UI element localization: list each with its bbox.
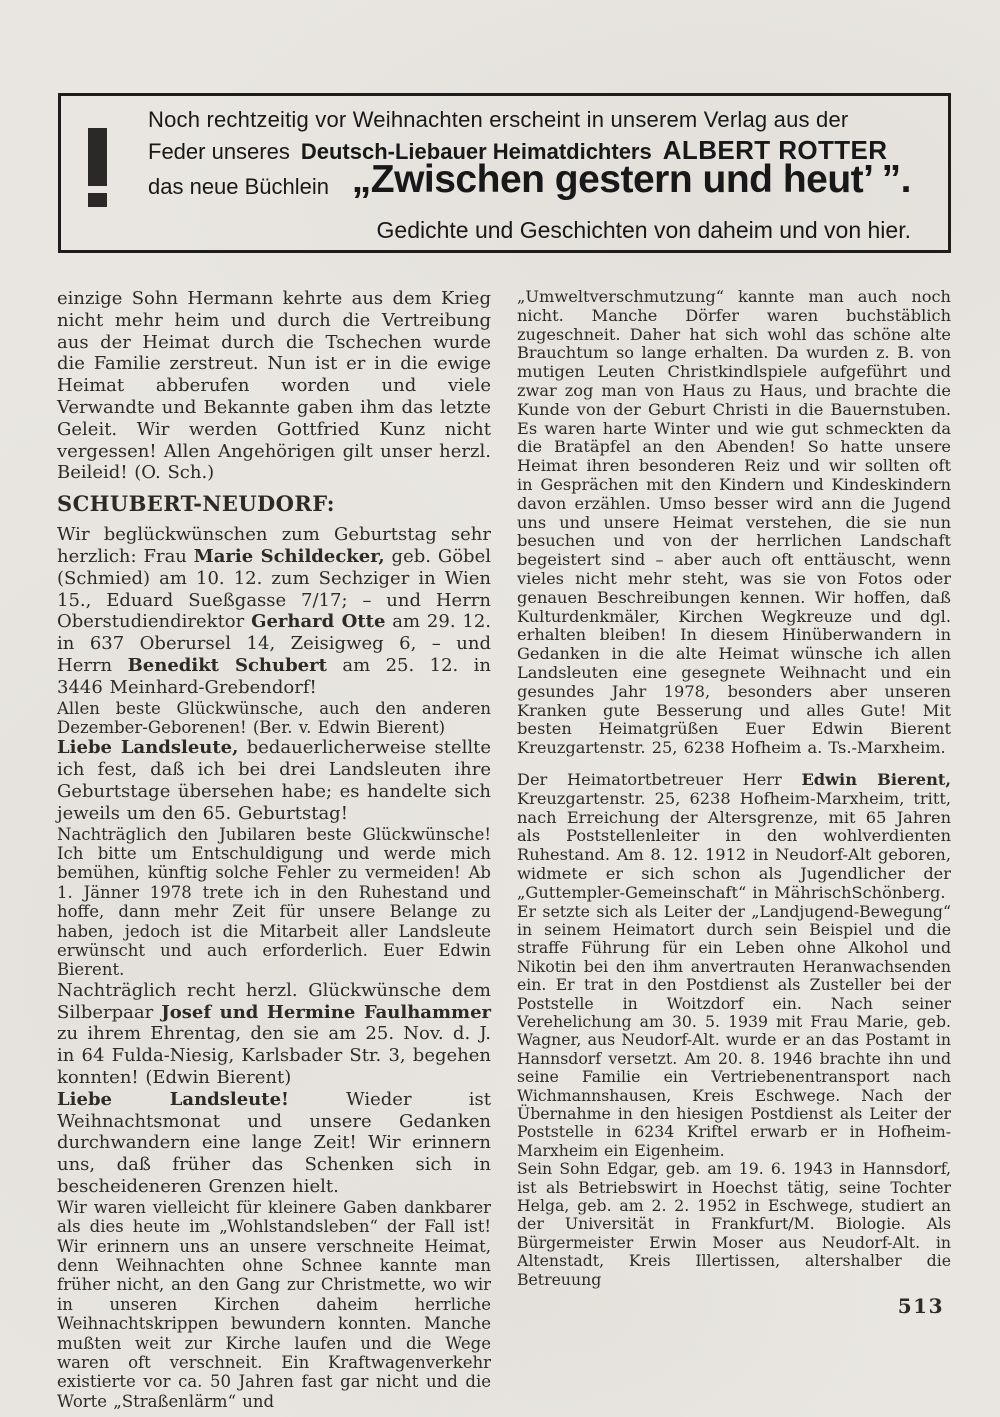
exclamation-mark-icon — [88, 128, 107, 207]
ad-subtitle: Gedichte und Geschichten von daheim und von hier. — [376, 217, 911, 243]
december-born-note: Allen beste Glückwünsche, auch den anderen Dezember-Geborenen! (Ber. v. Edwin Bierent) — [57, 698, 491, 737]
silver-anniversary-paragraph: Nachträglich recht herzl. Glückwünsche dem Silberpaar Josef und Hermine Faulhammer zu ihrem Ehrentag, den sie am 25. Nov. d. J. in 64 Fulda-Niesig, Karlsbader Str. 3, begehen konnten! (Edwin Bierent) — [57, 979, 491, 1088]
missed-birthdays-paragraph: Liebe Landsleute, bedauerlicherweise stellte ich fest, daß ich bei drei Landsleuten ihre Geburtstage übersehen habe; es handelte sich jeweils um den 65. Geburtstag! — [57, 737, 491, 824]
ad-line-1: Noch rechtzeitig vor Weihnachten erscheint in unserem Verlag aus der — [148, 107, 849, 132]
exclamation-dot — [88, 193, 107, 207]
birthday-greetings-paragraph: Wir beglückwünschen zum Geburtstag sehr herzlich: Frau Marie Schildecker, geb. Göbel (Schmied) am 10. 12. zum Sechziger in Wien 15., Eduard Sueßgasse 7/17; – und Herrn Oberstudiendirektor Gerhard Otte am 29. 12. in 637 Oberursel 14, Zeisigweg 6, – und Herrn Benedikt Schubert am 25. 12. in 3446 Meinhard-Grebendorf! — [57, 524, 492, 698]
book-title: „Zwischen gestern und heut’ ”. — [351, 158, 911, 201]
ad-heimatdichter-label: Deutsch-Liebauer Heimatdichters — [300, 139, 652, 164]
obituary-paragraph: einzige Sohn Hermann kehrte aus dem Krieg nicht mehr heim und durch die Vertreibung aus der Heimat durch die Tschechen wurde die Familie zerstreut. Nun ist er in die ewige Heimat abberufen worden und viele Verwandte und Bekannte gaben ihm das letzte Geleit. Wir werden Gottfried Kunz nicht vergessen! Allen Angehörigen gilt unser herzl. Beileid! (O. Sch.) — [57, 288, 491, 484]
section-heading-schubert-neudorf: SCHUBERT-NEUDORF: — [57, 491, 335, 517]
memories-paragraph: Wir waren vielleicht für kleinere Gaben dankbarer als dies heute im „Wohlstandsleben“ der Fall ist! Wir erinnern uns an unsere verschneite Heimat, denn Weihnachten ohne Schnee kannte man früher nicht, an den Gang zur Christmette, wo wir in unseren Kirchen daheim herrliche Weihnachtskrippen bewundern konnten. Manche mußten weit zur Kirche laufen und die Wege waren oft verschneit. Ein Kraftwagenverkehr existierte vor ca. 50 Jahren fast gar nicht und die Worte „Straßenlärm“ und — [57, 1197, 491, 1411]
ad-author-name: ALBERT ROTTER — [662, 135, 888, 165]
left-column — [57, 288, 491, 1411]
ad-line-2-regular: Feder unseres — [148, 139, 290, 164]
page-number: 513 — [897, 1294, 944, 1318]
bierent-family-paragraph: Sein Sohn Edgar, geb. am 19. 6. 1943 in Hannsdorf, ist als Betriebswirt in Hoechst tätig, seine Tochter Helga, geb. am 2. 2. 1952 in Eschwege, studiert an der Universität in Frankfurt/M. Biologie. Als Bürgermeister Erwin Moser aus Neudorf-Alt. in Altenstadt, Kreis Illertissen, altershalber die Betreuung — [517, 1159, 951, 1289]
ad-line-3: das neue Büchlein — [148, 174, 330, 199]
exclamation-bar — [88, 128, 107, 186]
apology-retirement-note: Nachträglich den Jubilaren beste Glückwünsche! Ich bitte um Entschuldigung und werde mich bemühen, künftig solche Fehler zu vermeiden! Ab 1. Jänner 1978 trete ich in den Ruhestand und hoffe, dann mehr Zeit für unsere Belange zu haben, jedoch ist die Mitarbeit aller Landsleute erwünscht und auch erforderlich. Euer Edwin Bierent. — [57, 824, 491, 980]
christmas-letter-paragraph: Liebe Landsleute! Wieder ist Weihnachtsmonat und unsere Gedanken durchwandern eine lange Zeit! Wir erinnern uns, daß früher das Schenken sich in bescheideneren Grenzen hielt. — [57, 1088, 492, 1197]
publisher-ad-box — [58, 93, 951, 253]
right-column — [517, 288, 951, 1289]
bierent-retirement-paragraph: Der Heimatortbetreuer Herr Edwin Bierent, Kreuzgartenstr. 25, 6238 Hofheim-Marxheim, tritt, nach Erreichung der Altersgrenze, mit 65 Jahren als Poststellenleiter in den wohlverdienten Ruhestand. Am 8. 12. 1912 in Neudorf-Alt geboren, widmete er sich schon als Jugendlicher der „Guttempler-Gemeinschaft“ in MährischSchönberg. — [517, 769, 951, 902]
memories-continued-paragraph: „Umweltverschmutzung“ kannte man auch noch nicht. Manche Dörfer waren buchstäblich zugeschneit. Daher hat sich wohl das schöne alte Brauchtum so lange erhalten. Da wurden z. B. von mutigen Leuten Christkindlspiele aufgeführt und zwar zog man von Haus zu Haus, und brachte die Kunde von der Geburt Christi in die Bauernstuben. Es waren harte Winter und wie gut schmeckten da die Bratäpfel an den Abenden! So hatte unsere Heimat ihren besonderen Reiz und wir sollten oft in Gesprächen mit den Kindern und Kindeskindern davon erzählen. Umso besser wird ann die Jugend uns und unsere Heimat verstehen, die sie nun besuchen und von der herrlichen Landschaft begeistert sind – aber auch oft enttäuscht, wenn vieles nicht mehr steht, was sie von Fotos oder genauen Beschreibungen kennen. Wir hoffen, daß Kulturdenkmäler, Kirchen Wegkreuze und dgl. erhalten bleiben! In diesem Hinüberwandern in Gedanken in die alte Heimat wünsche ich allen Landsleuten eine gesegnete Weihnacht und ein gesundes Jahr 1978, besonders aber unseren Kranken gute Besserung und alles Gute! Mit besten Heimatgrüßen Euer Edwin Bierent Kreuzgartenstr. 25, 6238 Hofheim a. Ts.-Marxheim. — [517, 287, 951, 758]
bierent-biography-paragraph: Er setzte sich als Leiter der „Landjugend-Bewegung“ in seinem Heimatort durch sein Beispiel und die straffe Führung für ein Leben ohne Alkohol und Nikotin bei den ihm anvertrauten Heranwachsenden ein. Er trat in den Postdienst als Zusteller bei der Poststelle in Woitzdorf ein. Nach seiner Verehelichung am 30. 5. 1939 mit Frau Marie, geb. Wagner, aus Neudorf-Alt. wurde er an das Postamt in Hannsdorf versetzt. Am 20. 8. 1946 brachte ihn und seine Familie ein Vertriebenentransport nach Wichmannshausen, Kreis Eschwege. Nach der Übernahme in den hiesigen Postdienst als Leiter der Poststelle in 6234 Kriftel erwarb er in Hofheim-Marxheim ein Eigenheim. — [517, 901, 951, 1160]
